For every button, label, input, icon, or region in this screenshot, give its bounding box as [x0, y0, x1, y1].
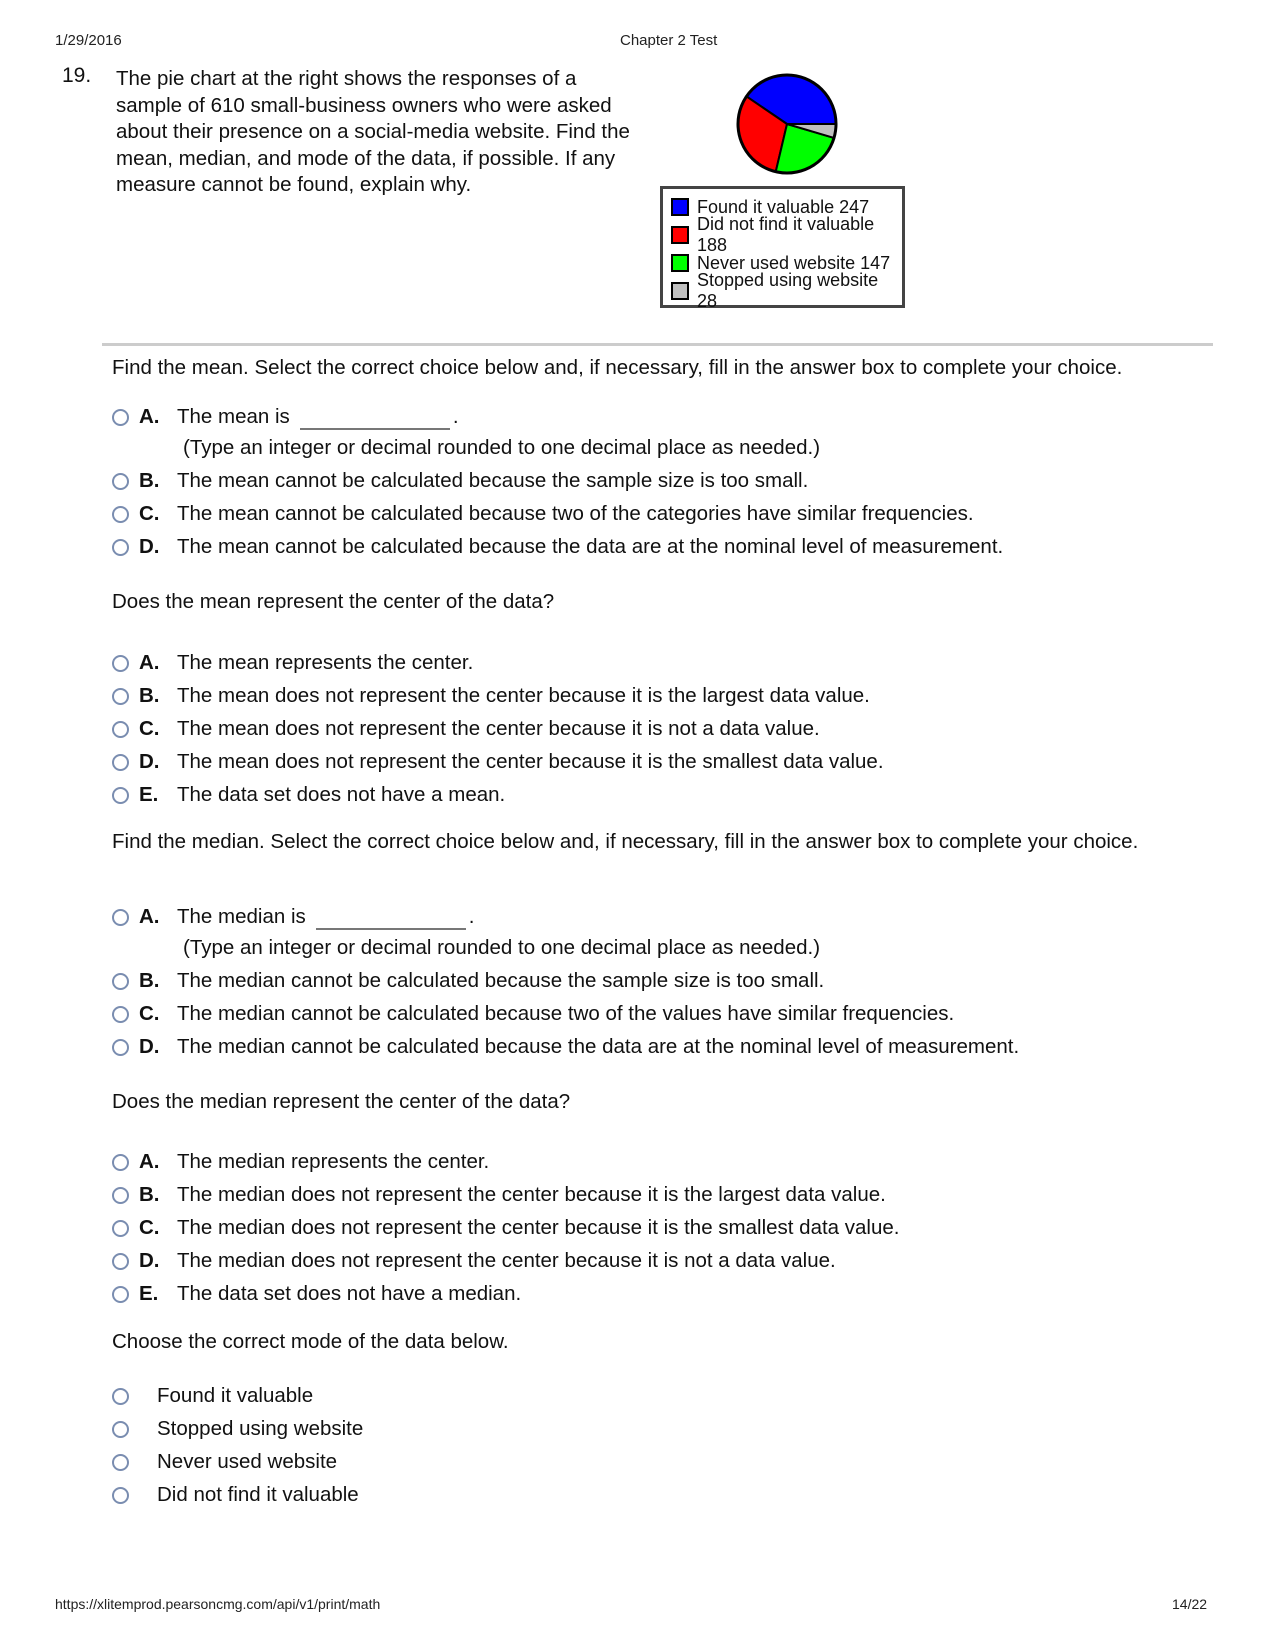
option-letter: D.: [139, 535, 160, 558]
radio-button[interactable]: [112, 973, 129, 990]
option-letter: A.: [139, 1150, 160, 1173]
median-center-option-e[interactable]: [112, 1279, 521, 1309]
option-text: The data set does not have a mean.: [177, 783, 506, 806]
median-center-option-b[interactable]: [112, 1180, 886, 1210]
mean-option-c[interactable]: [112, 499, 974, 529]
median-hint: (Type an integer or decimal rounded to one decimal place as needed.): [183, 936, 821, 959]
option-text: The mean does not represent the center because it is the largest data value.: [177, 684, 870, 707]
legend-label: Did not find it valuable 188: [697, 214, 875, 255]
mean-option-a[interactable]: [112, 402, 459, 432]
option-letter: C.: [139, 717, 160, 740]
mode-option-found-valuable[interactable]: [112, 1381, 313, 1411]
option-letter: D.: [139, 750, 160, 773]
mode-option-stopped-using[interactable]: [112, 1414, 363, 1444]
option-text: The median does not represent the center because it is the largest data value.: [177, 1183, 886, 1206]
option-letter: A.: [139, 651, 160, 674]
option-text: The mean cannot be calculated because two of the categories have similar frequencies.: [177, 502, 974, 525]
option-letter: B.: [139, 469, 160, 492]
radio-button[interactable]: [112, 1487, 129, 1504]
radio-button[interactable]: [112, 1421, 129, 1438]
mean-center-option-c[interactable]: [112, 714, 820, 744]
divider: [102, 343, 1213, 346]
option-letter: C.: [139, 502, 160, 525]
option-text: The mean represents the center.: [177, 651, 474, 674]
median-option-c[interactable]: [112, 999, 954, 1029]
median-center-option-d[interactable]: [112, 1246, 836, 1276]
legend-label: Never used website 147: [697, 252, 891, 273]
radio-button[interactable]: [112, 506, 129, 523]
mean-answer-input[interactable]: [300, 404, 450, 430]
mode-prompt: Choose the correct mode of the data below.: [112, 1330, 509, 1353]
radio-button[interactable]: [112, 909, 129, 926]
legend-item: [671, 214, 902, 255]
option-text: Did not find it valuable: [157, 1483, 359, 1506]
option-text: The median cannot be calculated because the data are at the nominal level of measurement.: [177, 1035, 1020, 1058]
legend-swatch: [671, 254, 689, 272]
mean-center-option-b[interactable]: [112, 681, 870, 711]
mean-hint: (Type an integer or decimal rounded to one decimal place as needed.): [183, 436, 821, 459]
radio-button[interactable]: [112, 688, 129, 705]
median-center-option-c[interactable]: [112, 1213, 899, 1243]
radio-button[interactable]: [112, 409, 129, 426]
mean-center-option-e[interactable]: [112, 780, 505, 810]
option-text: The median represents the center.: [177, 1150, 490, 1173]
option-letter: B.: [139, 969, 160, 992]
period: .: [468, 905, 475, 928]
option-text: The median does not represent the center because it is the smallest data value.: [177, 1216, 900, 1239]
pie-chart: [735, 72, 839, 176]
radio-button[interactable]: [112, 1388, 129, 1405]
mean-center-option-a[interactable]: [112, 648, 473, 678]
option-text: The mean is: [177, 405, 290, 428]
radio-button[interactable]: [112, 1039, 129, 1056]
option-letter: B.: [139, 1183, 160, 1206]
radio-button[interactable]: [112, 1286, 129, 1303]
radio-button[interactable]: [112, 1220, 129, 1237]
question-text: The pie chart at the right shows the responses of a sample of 610 small-business owners who were asked about their presence on a social-media website. Find the mean, median, and mode of the data, if possible. If any measure cannot be found, explain why.: [116, 67, 630, 196]
header-title: Chapter 2 Test: [620, 32, 718, 49]
option-text: Found it valuable: [157, 1384, 314, 1407]
option-letter: D.: [139, 1035, 160, 1058]
option-text: The median is: [177, 905, 306, 928]
legend-label: Stopped using website 28: [697, 270, 879, 311]
radio-button[interactable]: [112, 655, 129, 672]
median-answer-input[interactable]: [316, 904, 466, 930]
option-text: The mean does not represent the center because it is not a data value.: [177, 717, 820, 740]
chart-legend: [660, 186, 905, 311]
option-text: The median does not represent the center because it is not a data value.: [177, 1249, 836, 1272]
legend-swatch: [671, 226, 689, 244]
option-text: The data set does not have a median.: [177, 1282, 522, 1305]
footer-page: 14/22: [1172, 1596, 1208, 1612]
mean-center-option-d[interactable]: [112, 747, 884, 777]
median-option-a[interactable]: [112, 902, 474, 932]
legend-label: Found it valuable 247: [697, 196, 870, 217]
option-text: The median cannot be calculated because the sample size is too small.: [177, 969, 825, 992]
option-text: The mean cannot be calculated because the sample size is too small.: [177, 469, 809, 492]
radio-button[interactable]: [112, 754, 129, 771]
option-letter: D.: [139, 1249, 160, 1272]
legend-swatch: [671, 282, 689, 300]
option-letter: B.: [139, 684, 160, 707]
footer-url: https://xlitemprod.pearsoncmg.com/api/v1/print/math: [55, 1596, 381, 1612]
radio-button[interactable]: [112, 721, 129, 738]
period: .: [452, 405, 459, 428]
option-text: Stopped using website: [157, 1417, 364, 1440]
option-letter: E.: [139, 1282, 159, 1305]
option-text: The mean cannot be calculated because the data are at the nominal level of measurement.: [177, 535, 1004, 558]
mean-center-prompt: Does the mean represent the center of the data?: [112, 590, 555, 613]
radio-button[interactable]: [112, 1253, 129, 1270]
option-letter: E.: [139, 783, 159, 806]
legend-swatch: [671, 198, 689, 216]
mode-option-never-used[interactable]: [112, 1447, 337, 1477]
radio-button[interactable]: [112, 539, 129, 556]
median-prompt: Find the median. Select the correct choice below and, if necessary, fill in the answer box to complete your choice.: [112, 830, 1139, 853]
option-text: The median cannot be calculated because two of the values have similar frequencies.: [177, 1002, 955, 1025]
median-option-b[interactable]: [112, 966, 824, 996]
option-letter: A.: [139, 905, 160, 928]
radio-button[interactable]: [112, 787, 129, 804]
radio-button[interactable]: [112, 473, 129, 490]
legend-item: [671, 270, 902, 311]
option-text: The mean does not represent the center because it is the smallest data value.: [177, 750, 884, 773]
option-letter: A.: [139, 405, 160, 428]
option-letter: C.: [139, 1216, 160, 1239]
radio-button[interactable]: [112, 1187, 129, 1204]
median-center-prompt: Does the median represent the center of the data?: [112, 1090, 571, 1113]
median-center-option-a[interactable]: [112, 1147, 489, 1177]
mean-option-d[interactable]: [112, 532, 1003, 562]
question-number: 19.: [62, 64, 92, 87]
mean-option-b[interactable]: [112, 466, 808, 496]
median-option-d[interactable]: [112, 1032, 1019, 1062]
radio-button[interactable]: [112, 1006, 129, 1023]
option-letter: C.: [139, 1002, 160, 1025]
mode-option-not-valuable[interactable]: [112, 1480, 359, 1510]
mean-prompt: Find the mean. Select the correct choice below and, if necessary, fill in the answer box to complete your choice.: [112, 356, 1123, 379]
radio-button[interactable]: [112, 1454, 129, 1471]
radio-button[interactable]: [112, 1154, 129, 1171]
header-date: 1/29/2016: [55, 32, 122, 49]
option-text: Never used website: [157, 1450, 338, 1473]
